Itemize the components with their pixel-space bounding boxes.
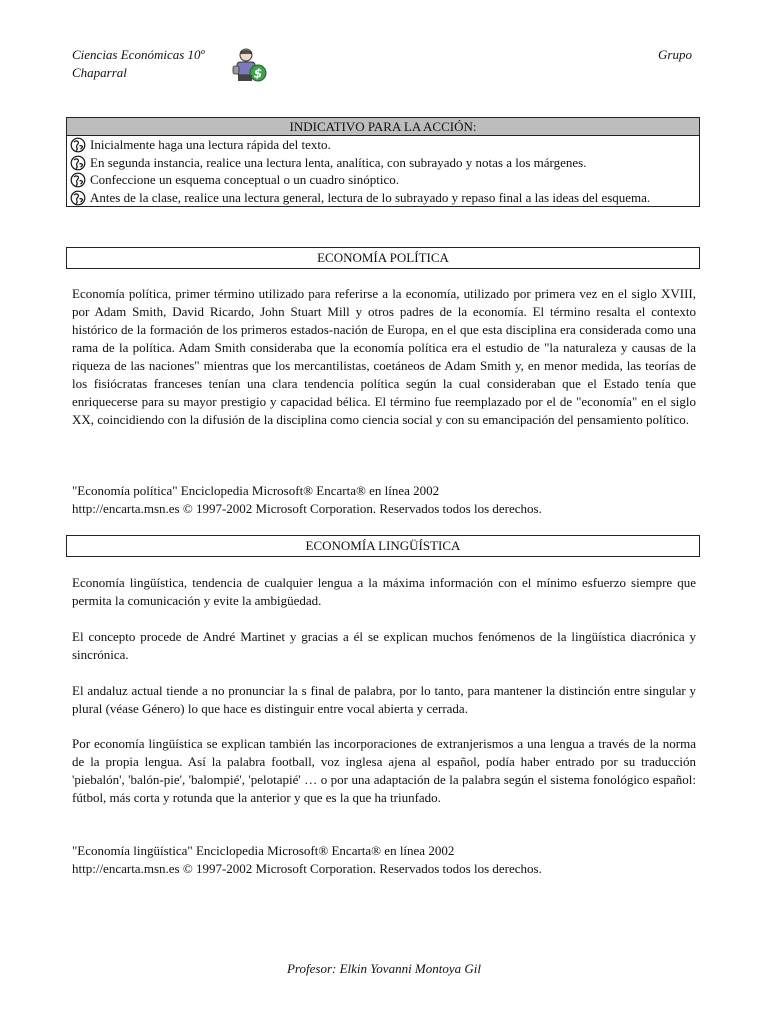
globe-icon: [70, 137, 86, 153]
economia-politica-citation: [72, 482, 696, 518]
indicativo-item: [67, 189, 699, 207]
citation-line: http://encarta.msn.es © 1997-2002 Microsoft Corporation. Reservados todos los derechos.: [72, 861, 542, 876]
indicativo-title: INDICATIVO PARA LA ACCIÓN:: [67, 118, 699, 136]
indicativo-box: [66, 117, 700, 207]
linguistica-paragraph: Economía lingüística, tendencia de cualquier lengua a la máxima información con el mínimo esfuerzo siempre que permita la comunicación y evite la ambigüedad.: [72, 575, 696, 608]
indicativo-item-text: En segunda instancia, realice una lectura lenta, analítica, con subrayado y notas a los márgenes.: [90, 154, 587, 170]
indicativo-item-text: Inicialmente haga una lectura rápida del texto.: [90, 137, 331, 152]
indicativo-item: [67, 171, 699, 189]
indicativo-item-text: Antes de la clase, realice una lectura general, lectura de lo subrayado y repaso final a las ideas del esquema.: [90, 189, 651, 205]
indicativo-item: [67, 136, 699, 154]
section-title-economia-politica: ECONOMÍA POLÍTICA: [66, 247, 700, 269]
economia-politica-paragraph: Economía política, primer término utilizado para referirse a la economía, utilizado por primera vez en el siglo XVIII, por Adam Smith, David Ricardo, John Stuart Mill y otros padres de la economía. El término resalta el contexto histórico de la formación de los primeros estados-nación de Europa, en el que esta disciplina era considerada como una rama de la política. Adam Smith consideraba que la economía política era el estudio de "la naturaleza y causas de la riqueza de las naciones" mientras que los mercantilistas, coetáneos de Adam Smith y, en menor medida, las teorías de los fisiócratas franceses tenían una clara tendencia política según la cual consideraban que el Estado tenía que enriquecerse para su mayor prestigio y capacidad bélica. El término fue reemplazado por el de "economía" en el siglo XX, coincidiendo con la difusión de la disciplina como ciencia social y con su emancipación del pensamiento político.: [72, 286, 696, 427]
linguistica-paragraph: Por economía lingüística se explican también las incorporaciones de extranjerismos a una lengua a través de la norma de la propia lengua. Así la palabra football, voz inglesa ajena al español, podía haber entrado por su traducción 'piebalón', 'balón-pie', 'balompié', 'pelotapié' … o por una adaptación de la palabra según el sistema fonológico español: fútbol, más corta y rotunda que la anterior y que es la que ha triunfado.: [72, 736, 696, 805]
citation-line: "Economía política" Enciclopedia Microsoft® Encarta® en línea 2002: [72, 483, 440, 498]
linguistica-paragraph: El concepto procede de André Martinet y gracias a él se explican muchos fenómenos de la lingüística diacrónica y sincrónica.: [72, 629, 696, 662]
section-title-economia-linguistica: ECONOMÍA LINGÜÍSTICA: [66, 535, 700, 557]
page-header: [72, 46, 696, 86]
globe-icon: [70, 172, 86, 188]
group-label: Grupo: [658, 47, 692, 62]
header-left: [72, 46, 205, 82]
citation-line: "Economía lingüística" Enciclopedia Microsoft® Encarta® en línea 2002: [72, 843, 455, 858]
globe-icon: [70, 155, 86, 171]
citation-line: http://encarta.msn.es © 1997-2002 Microsoft Corporation. Reservados todos los derechos.: [72, 501, 542, 516]
school-name: Chaparral: [72, 65, 127, 80]
linguistica-paragraph: El andaluz actual tiende a no pronunciar la s final de palabra, por lo tanto, para mantener la distinción entre singular y plural (véase Género) lo que hace es distinguir entre vocal abierta y cerrada.: [72, 683, 696, 716]
indicativo-item-text: Confeccione un esquema conceptual o un cuadro sinóptico.: [90, 172, 400, 187]
page-footer: Profesor: Elkin Yovanni Montoya Gil: [286, 961, 482, 976]
money-teacher-icon: [228, 46, 268, 84]
indicativo-item: [67, 154, 699, 172]
economia-linguistica-citation: [72, 842, 696, 878]
globe-icon: [70, 190, 86, 206]
course-name: Ciencias Económicas 10º: [72, 47, 205, 62]
svg-text:$: $: [253, 66, 263, 81]
